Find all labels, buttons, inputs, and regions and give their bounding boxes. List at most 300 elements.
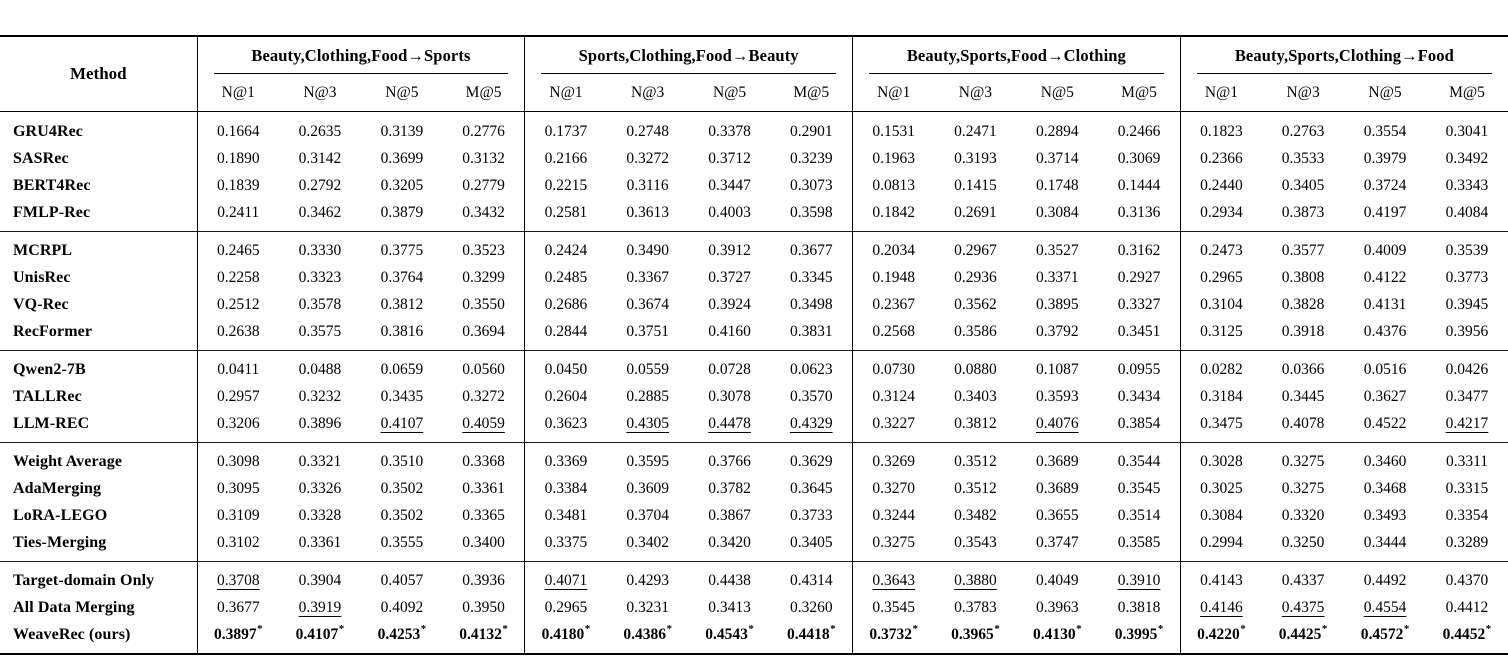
- metric-value: 0.4057: [380, 571, 424, 589]
- metric-value: 0.3244: [872, 506, 916, 524]
- metric-value: 0.3069: [1117, 149, 1161, 167]
- metric-cell: [1344, 232, 1426, 265]
- metric-cell: [607, 318, 689, 351]
- metric-value: 0.3854: [1117, 414, 1161, 432]
- metric-cell: [197, 291, 279, 318]
- metric-value: 0.3315: [1445, 479, 1489, 497]
- metric-cell: [443, 621, 525, 654]
- metric-cell: [525, 172, 607, 199]
- metric-cell: [525, 112, 607, 146]
- metric-value: 0.3792: [1036, 322, 1079, 340]
- table-row: [0, 383, 1508, 410]
- metric-value: 0.4092: [380, 598, 424, 616]
- metric-value: 0.4078: [1281, 414, 1325, 432]
- metric-cell: [197, 145, 279, 172]
- metric-cell: [525, 443, 607, 476]
- metric-cell: [1344, 383, 1426, 410]
- metric-value: 0.3343: [1445, 176, 1489, 194]
- group-header-label: Beauty,Sports,Food→Clothing: [906, 46, 1126, 65]
- metric-cell: [1016, 145, 1098, 172]
- metric-cell: [771, 145, 853, 172]
- metric-cell: [607, 594, 689, 621]
- metric-value: 0.3084: [1200, 506, 1243, 524]
- metric-value: 0.3514: [1117, 506, 1161, 524]
- metric-cell: [771, 502, 853, 529]
- metric-value: 0.3545: [1117, 479, 1161, 497]
- metric-value: 0.3897: [213, 625, 257, 643]
- metric-value: 0.4412: [1445, 598, 1489, 616]
- metric-value: 0.3623: [544, 414, 588, 432]
- metric-cell: [1098, 502, 1180, 529]
- metric-cell: [1016, 410, 1098, 443]
- metric-cell: [279, 199, 361, 232]
- metric-value: 0.0282: [1200, 360, 1243, 378]
- metric-cell: [934, 351, 1016, 384]
- metric-column-header: M@5: [1426, 74, 1508, 112]
- metric-cell: [853, 351, 935, 384]
- metric-cell: [279, 112, 361, 146]
- metric-value: 0.2965: [1200, 268, 1243, 286]
- metric-cell: [1344, 291, 1426, 318]
- metric-cell: [771, 443, 853, 476]
- metric-cell: [197, 529, 279, 562]
- table-section: [0, 443, 1508, 562]
- metric-value: 0.3570: [789, 387, 833, 405]
- metric-value: 0.4146: [1200, 598, 1243, 616]
- metric-cell: [1262, 351, 1344, 384]
- metric-value: 0.4370: [1445, 571, 1489, 589]
- metric-cell: [771, 199, 853, 232]
- metric-value: 0.3125: [1200, 322, 1243, 340]
- metric-cell: [279, 232, 361, 265]
- metric-value: 0.3751: [626, 322, 669, 340]
- metric-value: 0.2894: [1036, 122, 1079, 140]
- metric-cell: [1180, 529, 1262, 562]
- metric-cell: [771, 594, 853, 621]
- metric-value: 0.3481: [544, 506, 588, 524]
- metric-value: 0.2844: [544, 322, 588, 340]
- metric-value: 0.2967: [954, 241, 997, 259]
- metric-value: 0.4572: [1360, 625, 1404, 643]
- metric-value: 0.3694: [462, 322, 505, 340]
- metric-cell: [1426, 264, 1508, 291]
- table-row: [0, 443, 1508, 476]
- metric-value: 0.2936: [954, 268, 997, 286]
- metric-value: 0.3184: [1200, 387, 1243, 405]
- metric-cell: [1180, 291, 1262, 318]
- metric-cell: [279, 264, 361, 291]
- metric-value: 0.2635: [298, 122, 342, 140]
- group-header-row: [0, 36, 1508, 74]
- metric-cell: [361, 318, 443, 351]
- metric-cell: [1262, 199, 1344, 232]
- metric-cell: [1344, 594, 1426, 621]
- metric-cell: [771, 621, 853, 654]
- metric-value: 0.4059: [462, 414, 505, 432]
- metric-cell: [1426, 529, 1508, 562]
- metric-value: 0.3609: [626, 479, 669, 497]
- metric-cell: [689, 502, 771, 529]
- metric-cell: [771, 112, 853, 146]
- metric-cell: [1180, 383, 1262, 410]
- metric-cell: [525, 318, 607, 351]
- metric-cell: [525, 621, 607, 654]
- metric-cell: [689, 264, 771, 291]
- metric-value: 0.3299: [462, 268, 505, 286]
- table-row: [0, 594, 1508, 621]
- metric-value: 0.4425: [1278, 625, 1322, 643]
- table-section: [0, 232, 1508, 351]
- metric-value: 0.3586: [954, 322, 997, 340]
- metric-value: 0.3142: [298, 149, 342, 167]
- metric-cell: [443, 529, 525, 562]
- metric-value: 0.3502: [380, 506, 424, 524]
- metric-cell: [279, 172, 361, 199]
- metric-cell: [934, 232, 1016, 265]
- metric-value: 0.3595: [626, 452, 669, 470]
- metric-cell: [279, 291, 361, 318]
- metric-value: 0.4253: [377, 625, 421, 643]
- metric-cell: [689, 383, 771, 410]
- metric-value: 0.4452: [1442, 625, 1486, 643]
- metric-value: 0.3963: [1036, 598, 1079, 616]
- metric-cell: [1344, 562, 1426, 595]
- metric-value: 0.3512: [954, 479, 997, 497]
- metric-cell: [1016, 351, 1098, 384]
- metric-value: 0.4130: [1033, 625, 1076, 643]
- metric-value: 0.3451: [1117, 322, 1161, 340]
- metric-cell: [689, 410, 771, 443]
- metric-cell: [607, 351, 689, 384]
- table-row: [0, 112, 1508, 146]
- significance-star: *: [338, 623, 345, 636]
- metric-cell: [525, 351, 607, 384]
- metric-value: 0.4314: [789, 571, 833, 589]
- metric-cell: [443, 112, 525, 146]
- metric-value: 0.3895: [1036, 295, 1079, 313]
- metric-value: 0.4337: [1281, 571, 1325, 589]
- metric-cell: [1262, 232, 1344, 265]
- metric-value: 0.3936: [462, 571, 505, 589]
- metric-cell: [934, 475, 1016, 502]
- metric-value: 0.2779: [462, 176, 505, 194]
- metric-value: 0.4220: [1197, 625, 1240, 643]
- metric-cell: [443, 172, 525, 199]
- metric-cell: [525, 291, 607, 318]
- metric-value: 0.3578: [298, 295, 342, 313]
- metric-cell: [689, 145, 771, 172]
- metric-value: 0.4131: [1363, 295, 1407, 313]
- metric-value: 0.3812: [380, 295, 424, 313]
- metric-column-header: N@3: [1262, 74, 1344, 112]
- metric-cell: [525, 383, 607, 410]
- metric-cell: [771, 264, 853, 291]
- metric-cell: [853, 291, 935, 318]
- metric-cell: [1344, 145, 1426, 172]
- metric-value: 0.3447: [708, 176, 751, 194]
- metric-cell: [1098, 264, 1180, 291]
- metric-value: 0.2581: [544, 203, 588, 221]
- metric-cell: [853, 199, 935, 232]
- metric-value: 0.2367: [872, 295, 916, 313]
- metric-cell: [525, 264, 607, 291]
- metric-value: 0.3533: [1281, 149, 1325, 167]
- metric-cell: [1344, 351, 1426, 384]
- metric-cell: [1426, 594, 1508, 621]
- table-row: [0, 475, 1508, 502]
- metric-cell: [934, 291, 1016, 318]
- metric-value: 0.3270: [872, 479, 916, 497]
- metric-cell: [279, 410, 361, 443]
- metric-cell: [934, 172, 1016, 199]
- metric-cell: [443, 318, 525, 351]
- metric-column-header: N@1: [853, 74, 935, 112]
- metric-value: 0.3275: [1281, 452, 1325, 470]
- metric-cell: [934, 199, 1016, 232]
- table-section: [0, 562, 1508, 655]
- metric-value: 0.3708: [216, 571, 260, 589]
- metric-cell: [607, 145, 689, 172]
- table-row: [0, 199, 1508, 232]
- metric-cell: [1262, 112, 1344, 146]
- metric-cell: [1016, 172, 1098, 199]
- metric-cell: [689, 232, 771, 265]
- metric-cell: [1098, 621, 1180, 654]
- metric-cell: [443, 562, 525, 595]
- metric-cell: [279, 383, 361, 410]
- table-section: [0, 351, 1508, 443]
- metric-cell: [443, 264, 525, 291]
- method-cell: Qwen2-7B: [0, 351, 197, 384]
- metric-cell: [771, 475, 853, 502]
- metric-cell: [1426, 621, 1508, 654]
- metric-cell: [361, 410, 443, 443]
- metric-value: 0.1664: [216, 122, 260, 140]
- metric-cell: [279, 562, 361, 595]
- metric-value: 0.4217: [1445, 414, 1489, 432]
- metric-cell: [197, 475, 279, 502]
- metric-cell: [771, 351, 853, 384]
- metric-cell: [443, 443, 525, 476]
- metric-cell: [853, 383, 935, 410]
- metric-value: 0.4329: [789, 414, 833, 432]
- metric-value: 0.3950: [462, 598, 505, 616]
- metric-value: 0.3289: [1445, 533, 1489, 551]
- metric-cell: [361, 291, 443, 318]
- metric-cell: [1426, 318, 1508, 351]
- metric-value: 0.3311: [1445, 452, 1489, 470]
- metric-value: 0.3477: [1445, 387, 1489, 405]
- metric-value: 0.1415: [954, 176, 997, 194]
- metric-value: 0.0730: [872, 360, 916, 378]
- metric-value: 0.3873: [1281, 203, 1325, 221]
- significance-star: *: [420, 623, 427, 636]
- metric-value: 0.3527: [1036, 241, 1079, 259]
- metric-value: 0.3468: [1363, 479, 1407, 497]
- metric-cell: [853, 621, 935, 654]
- metric-cell: [853, 594, 935, 621]
- metric-column-header: N@5: [689, 74, 771, 112]
- metric-value: 0.3677: [216, 598, 260, 616]
- metric-cell: [934, 502, 1016, 529]
- metric-value: 0.3078: [708, 387, 751, 405]
- metric-value: 0.3677: [789, 241, 833, 259]
- metric-value: 0.3575: [298, 322, 342, 340]
- metric-value: 0.3764: [380, 268, 424, 286]
- metric-value: 0.3555: [380, 533, 424, 551]
- table-row: [0, 318, 1508, 351]
- metric-value: 0.3369: [544, 452, 588, 470]
- metric-value: 0.2638: [216, 322, 260, 340]
- metric-value: 0.3460: [1363, 452, 1407, 470]
- metric-cell: [607, 443, 689, 476]
- metric-value: 0.3627: [1363, 387, 1407, 405]
- metric-cell: [607, 291, 689, 318]
- metric-cell: [934, 145, 1016, 172]
- metric-cell: [1262, 529, 1344, 562]
- metric-value: 0.3645: [789, 479, 833, 497]
- metric-cell: [1016, 443, 1098, 476]
- metric-value: 0.3109: [216, 506, 260, 524]
- metric-value: 0.4386: [623, 625, 666, 643]
- metric-value: 0.3912: [708, 241, 751, 259]
- metric-cell: [1344, 621, 1426, 654]
- metric-value: 0.0488: [298, 360, 342, 378]
- metric-value: 0.3403: [954, 387, 997, 405]
- significance-star: *: [1321, 623, 1328, 636]
- metric-cell: [771, 318, 853, 351]
- metric-cell: [1344, 264, 1426, 291]
- metric-value: 0.3384: [544, 479, 588, 497]
- method-cell: Ties-Merging: [0, 529, 197, 562]
- metric-cell: [1262, 264, 1344, 291]
- significance-star: *: [584, 623, 591, 636]
- table-row: [0, 410, 1508, 443]
- metric-cell: [1426, 502, 1508, 529]
- metric-value: 0.4418: [786, 625, 830, 643]
- metric-value: 0.3643: [872, 571, 916, 589]
- metric-value: 0.3956: [1445, 322, 1489, 340]
- metric-cell: [1262, 318, 1344, 351]
- method-cell: LLM-REC: [0, 410, 197, 443]
- metric-cell: [771, 232, 853, 265]
- metric-cell: [853, 410, 935, 443]
- metric-cell: [934, 410, 1016, 443]
- metric-cell: [1180, 264, 1262, 291]
- metric-cell: [934, 383, 1016, 410]
- metric-cell: [525, 502, 607, 529]
- metric-value: 0.3910: [1117, 571, 1161, 589]
- metric-cell: [607, 502, 689, 529]
- table-section: [0, 112, 1508, 232]
- metric-value: 0.3328: [298, 506, 342, 524]
- metric-value: 0.4122: [1363, 268, 1407, 286]
- method-cell: VQ-Rec: [0, 291, 197, 318]
- metric-cell: [1016, 383, 1098, 410]
- method-cell: Weight Average: [0, 443, 197, 476]
- metric-cell: [1426, 475, 1508, 502]
- metric-column-header: N@5: [1344, 74, 1426, 112]
- metric-cell: [1262, 291, 1344, 318]
- metric-cell: [934, 562, 1016, 595]
- metric-value: 0.4438: [708, 571, 751, 589]
- metric-value: 0.4071: [544, 571, 588, 589]
- metric-value: 0.4197: [1363, 203, 1407, 221]
- metric-cell: [1098, 594, 1180, 621]
- metric-value: 0.0516: [1363, 360, 1407, 378]
- metric-value: 0.3025: [1200, 479, 1243, 497]
- metric-cell: [689, 562, 771, 595]
- metric-cell: [525, 529, 607, 562]
- metric-value: 0.3124: [872, 387, 916, 405]
- metric-value: 0.3354: [1445, 506, 1489, 524]
- group-header-label: Sports,Clothing,Food→Beauty: [578, 46, 799, 65]
- metric-value: 0.3812: [954, 414, 997, 432]
- method-cell: All Data Merging: [0, 594, 197, 621]
- metric-value: 0.3704: [626, 506, 669, 524]
- metric-value: 0.1890: [216, 149, 260, 167]
- metric-value: 0.3539: [1445, 241, 1489, 259]
- metric-cell: [197, 351, 279, 384]
- metric-cell: [197, 112, 279, 146]
- metric-cell: [197, 172, 279, 199]
- metric-column-header: N@5: [361, 74, 443, 112]
- metric-value: 0.1531: [872, 122, 916, 140]
- significance-star: *: [994, 623, 1000, 636]
- table-row: [0, 264, 1508, 291]
- metric-value: 0.3550: [462, 295, 505, 313]
- method-cell: TALLRec: [0, 383, 197, 410]
- metric-value: 0.0560: [462, 360, 505, 378]
- metric-value: 0.3345: [789, 268, 833, 286]
- metric-value: 0.0813: [872, 176, 916, 194]
- metric-column-header: M@5: [443, 74, 525, 112]
- metric-cell: [853, 112, 935, 146]
- metric-value: 0.4522: [1363, 414, 1407, 432]
- metric-cell: [934, 529, 1016, 562]
- metric-value: 0.2686: [544, 295, 588, 313]
- metric-cell: [1098, 443, 1180, 476]
- metric-cell: [197, 502, 279, 529]
- method-cell: SASRec: [0, 145, 197, 172]
- metric-cell: [1016, 112, 1098, 146]
- metric-value: 0.3250: [1281, 533, 1325, 551]
- metric-cell: [443, 383, 525, 410]
- metric-cell: [689, 621, 771, 654]
- metric-value: 0.3095: [216, 479, 260, 497]
- metric-cell: [361, 199, 443, 232]
- metric-value: 0.3361: [462, 479, 505, 497]
- metric-cell: [1426, 172, 1508, 199]
- metric-cell: [853, 529, 935, 562]
- metric-cell: [607, 112, 689, 146]
- metric-value: 0.3747: [1036, 533, 1079, 551]
- metric-cell: [1180, 562, 1262, 595]
- metric-cell: [934, 264, 1016, 291]
- metric-cell: [1098, 562, 1180, 595]
- metric-cell: [853, 145, 935, 172]
- metric-value: 0.3712: [708, 149, 751, 167]
- metric-cell: [689, 443, 771, 476]
- metric-value: 0.3139: [380, 122, 424, 140]
- method-cell: MCRPL: [0, 232, 197, 265]
- metric-value: 0.3206: [216, 414, 260, 432]
- metric-value: 0.3502: [380, 479, 424, 497]
- metric-cell: [934, 318, 1016, 351]
- metric-value: 0.2568: [872, 322, 916, 340]
- table-header: [0, 36, 1508, 112]
- metric-value: 0.4543: [705, 625, 748, 643]
